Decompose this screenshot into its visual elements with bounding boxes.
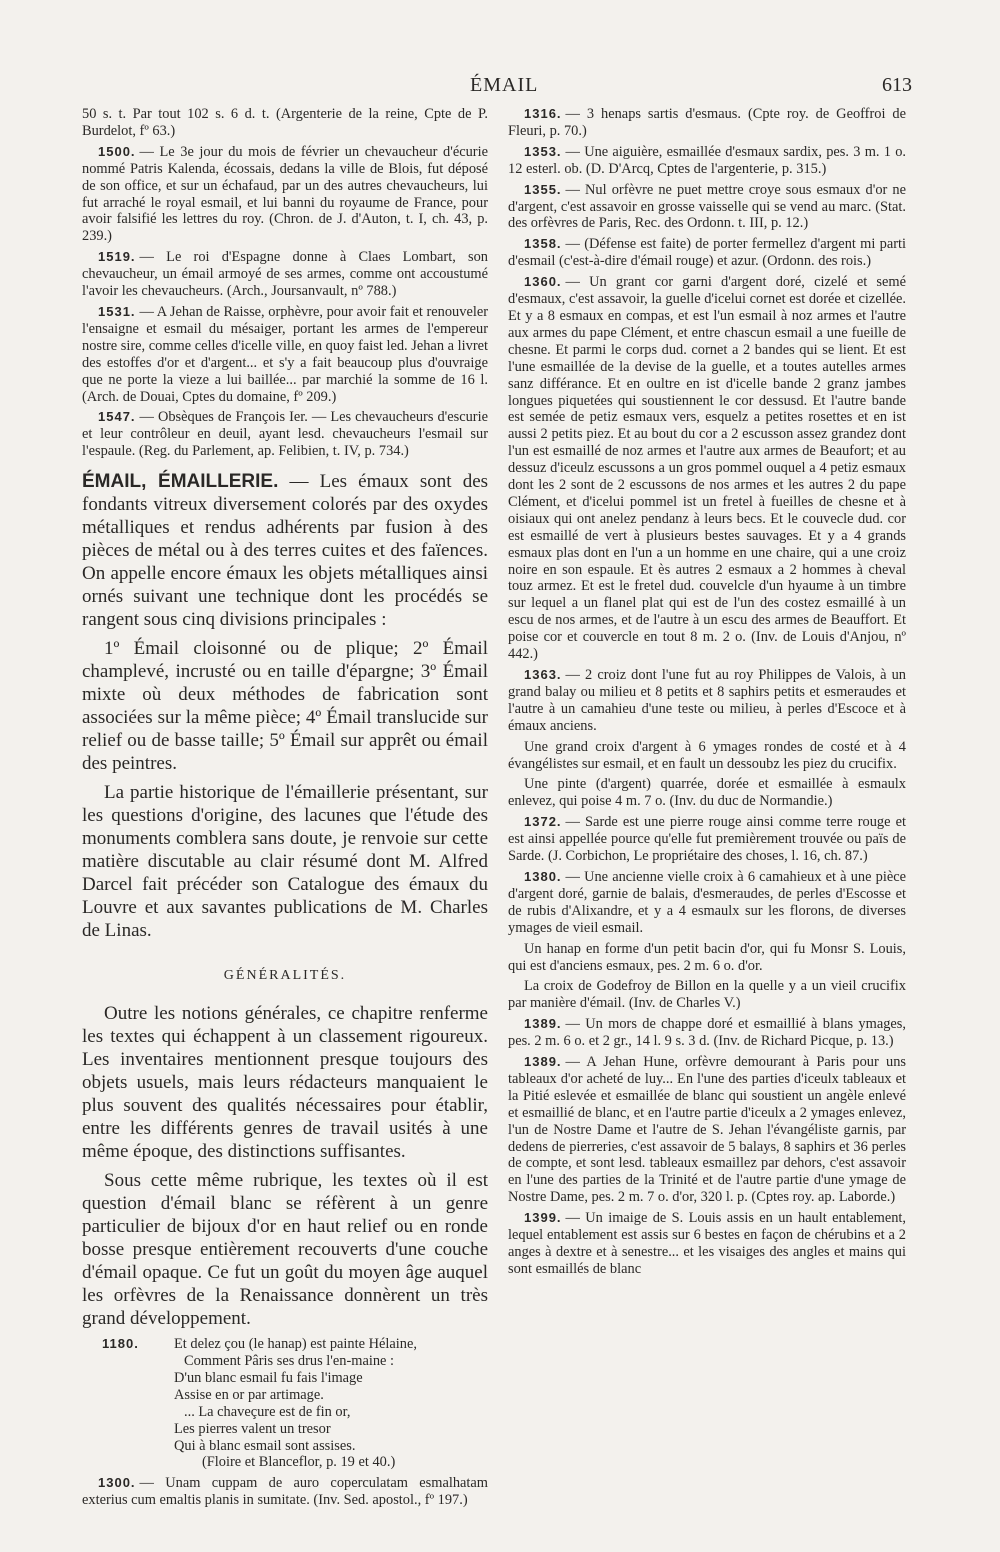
entry-1363-item: Une grand croix d'argent à 6 ymages rondes de costé et à 4 évangélistes sur esmail, et en fault un dessoubz les piez du crucifix. [508,738,906,772]
page-number: 613 [882,74,912,96]
poem-line: ... La chaveçure est de fin or, [184,1403,351,1420]
entry-text: — Obsèques de François Ier. — Les chevaucheurs d'escurie et leur contrôleur en deuil, ayant lesd. chevaucheurs l'esmail sur l'espaule. (Reg. du Parlement, ap. Felibien, t. IV, p. 734.) [82,409,488,460]
entry-year: 1372. [524,814,562,830]
entry-year: 1363. [524,667,562,682]
article-intro [82,470,488,631]
entry-text: — Un grant cor garni d'argent doré, cizelé et semé d'esmaux, c'est assavoir, la guelle d'icelui cornet est dorée et cizellée. Et y a 8 esmaux en compas, et est l'un esmail à noz armes et l'autre aux armes du pape Clément, et entre chascun esmail a une fueille de chesne. Et parmi le corps dud. cornet a 2 bandes qui se lient. Et est l'une esmaillée de la devise de la guelle, et a toutes autelles armes sanz différance. Et en oultre en ist d'icelle bande 2 granz jambes longues piquetées qui soustiennent le cor dessusd. Et l'autre bande est semée de petiz esmaux vers, esquelz a petites rosettes et en ist aussi 2 petits piez. Et au bout du cor a 2 escusson assez grandez dont l'un est esmaillé de noz armes et l'autre aux armes de Beaufort; et au dessuz d'iceulz escussons a un gros pommel ouquel a 4 petiz esmaux dont les 2 sont de 2 escussons de nos armes et les autres 2 du pape Clément, et d'icelui pommel ist un fretel à fueilles de chesne et à oisiaux qui ont anelez pendanz à leurs becs. Et le couvecle dud. cor est esmaillé de vert à plusieurs bestes sauvages. Et y a 4 grands esmaux plas dont en l'un a un homme en une chaire, qui a une croiz noire en son espaule. Et ès autres 2 esmaux a 2 hommes à cheval touz armez. Et est le fretel dud. couvelcle d'un hyaume à un timbre sur lequel a un flanel plat qui est de l'un des costez esmaillé à un escu de nos armes, et de l'autre à un escu des armes de Beauffort. Et poise cor et couvercle en tout 8 m. 2 o. (Inv. de Louis d'Anjou, nº 442.) [508,274,906,663]
entry-1363 [508,667,906,735]
entry-text: — A Jehan Hune, orfèvre demourant à Paris pour uns tableaux d'or acheté de luy... En l'une des parties d'iceulx tableaux et la Pitié eslevée et esmaillée de blanc qui soustient un angèle enlevé et esmaillié de blanc, et en l'autre partie d'iceulx a 2 ymages enlevez, l'un de Nostre Dame et l'autre de S. Jehan l'évangéliste garnis, par dedens de pierreries, c'est assavoir de 5 balays, 8 saphirs et 36 perles de compte, et sont lesd. tableaux esmaillez par dehors, c'est assavoir en l'une des parties de la Trinité et de l'autre partie d'une ymage de Nostre Dame, pes. 2 m. 7 o. d'or, 320 l. p. (Cptes roy. ap. Laborde.) [508,1054,906,1206]
page-header [0,70,1000,100]
entry-1399 [508,1210,906,1278]
section-heading: GÉNÉRALITÉS. [223,968,347,984]
entry-year: 1358. [524,236,562,252]
entry-text: — Nul orfèvre ne puet mettre croye sous esmaux d'or ne d'argent, c'est assavoir en grosse vaisselle qui se vend au marc. (Stat. des orfèvres de Paris, Rec. des Ordonn. t. III, p. 12.) [508,181,906,232]
entry-1500 [82,144,488,245]
entry-year: 1519. [98,249,136,265]
left-column [82,106,488,1513]
entry-1372 [508,814,906,865]
poem-line: D'un blanc esmail fu fais l'image [174,1369,363,1386]
entry-year: 1380. [524,868,562,884]
poem-line: Comment Pâris ses drus l'en-maine : [184,1353,395,1370]
entry-text: — 3 henaps sartis d'esmaus. (Cpte roy. de Geoffroi de Fleuri, p. 70.) [508,106,906,139]
entry-1380 [508,869,906,937]
entry-1355 [508,182,906,233]
entry-year: 1547. [98,409,136,425]
entry-1353 [508,144,906,178]
entry-text: — Le 3e jour du mois de février un chevaucheur d'écurie nommé Patris Kalenda, écossais, dedans la ville de Blois, fut déposé de son office, et sur un échafaud, par un des autres chevaucheurs, lui fut arraché le royal esmail, et lui banni du royaume de France, pour avoir falsifié les lettres du roy. (Chron. de J. d'Auton, t. I, ch. 43, p. 239.) [82,143,488,245]
entry-text: — Une ancienne vielle croix à 6 camahieux et à une pièce d'argent doré, garnie de balais, d'esmeraudes, de perles d'Escosse et de rubis d'Alixandre, et y a 4 esmaulx sur les florons, de diverses ymages de vieil esmail. [508,868,906,936]
entry-1380-item: Un hanap en forme d'un petit bacin d'or, qui fu Monsr S. Louis, qui est d'anciens esmaux, pes. 2 m. 6 o. d'or. [508,940,906,974]
article-text: — Les émaux sont des fondants vitreux diversement colorés par des oxydes métalliques et rendus adhérents par fusion à des pièces de métal ou à des terres cuites et des faïences. On appelle encore émaux les objets métalliques ainsi ornés suivant une technique dont les procédés se rangent sous cinq divisions principales : [82,471,489,631]
running-title: ÉMAIL [470,74,539,96]
entry-year: 1300. [98,1475,136,1491]
entry-year: 1360. [524,274,562,290]
entry-text: — Sarde est une pierre rouge ainsi comme terre rouge et est ainsi appellée pource qu'elle fut premièrement trouvée ou païs de Sarde. (J. Corbichon, Le propriétaire des choses, l. 16, ch. 87.) [508,814,906,865]
entry-1360 [508,274,906,663]
entry-text: — Une aiguière, esmaillée d'esmaux sardix, pes. 3 m. 1 o. 12 esterl. ob. (D. D'Arcq, Cptes de l'argenterie, p. 315.) [508,143,906,177]
entry-text: — (Défense est faite) de porter fermellez d'argent mi parti d'esmail (c'est-à-dire d'émail rouge) et azur. (Ordonn. des rois.) [508,236,906,270]
entry-year: 1180. [102,1336,139,1352]
entry-1380-item: La croix de Godefroy de Billon en la quelle y a un vieil crucifix par manière d'émail. (Inv. de Charles V.) [508,978,906,1012]
entry-text: — Le roi d'Espagne donne à Claes Lombart, son chevaucheur, un émail armoyé de ses armes, comme ont accoustumé l'avoir les chevaucheurs. (Arch., Joursanvault, nº 788.) [82,249,488,300]
entry-1519 [82,249,488,300]
entry-year: 1500. [98,143,136,159]
entry-1389a [508,1016,906,1050]
entry-1363-item: Une pinte (d'argent) quarrée, dorée et esmaillée à esmaulx enlevez, qui poise 4 m. 7 o. (Inv. du duc de Normandie.) [508,776,906,810]
entry-year: 1316. [524,106,562,121]
entry-1316 [508,106,906,140]
entry-text: — Un mors de chappe doré et esmaillié à blans ymages, pes. 2 m. 6 o. et 2 gr., 14 l. 9 s. 3 d. (Inv. de Richard Picque, p. 13.) [508,1016,906,1050]
generalites-paragraph: Outre les notions générales, ce chapitre renferme les textes qui échappent à un classement rigoureux. Les inventaires mentionnent presque toujours des objets usuels, mais leurs rédacteurs manquaient le plus souvent des qualités nécessaires pour établir, entre les différents genres de travail usités à une même époque, des distinctions suffisantes. [82,1003,488,1163]
entry-year: 1355. [524,181,562,197]
poem-line: Qui à blanc esmail sont assises. [174,1437,356,1454]
entry-text: — Unam cuppam de auro coperculatam esmalhatam exterius cum emaltis planis in sumitate. (Inv. Sed. apostol., fº 197.) [82,1475,488,1509]
article-paragraph: 1º Émail cloisonné ou de plique; 2º Émail champlevé, incrusté ou en taille d'épargne; 3º Émail mixte où deux méthodes de fabrication sont associées sur la même pièce; 4º Émail translucide sur relief ou de basse taille; 5º Émail sur apprêt ou émail des peintres. [82,638,488,775]
entry-text: — A Jehan de Raisse, orphèvre, pour avoir fait et renouveler l'ensaigne et esmail du mésaiger, portant les armes de l'empereur nostre sire, comme celles d'icelle ville, en quoy faist led. Jehan a livret des estoffes d'or et d'argent... et s'y a fait beaucoup plus d'ouvraige que ne porte la vieze a lui baillée... par marchié la somme de 16 l. (Arch. de Douai, Cptes du domaine, fº 209.) [82,303,489,405]
entry-text: 50 s. t. Par tout 102 s. 6 d. t. (Argenterie de la reine, Cpte de P. Burdelot, fº 63.) [82,106,488,139]
poem-line: Et delez çou (le hanap) est painte Hélaine, [174,1336,417,1353]
entry-year: 1389. [524,1054,562,1070]
article-heading: ÉMAIL, ÉMAILLERIE. [82,471,279,493]
poem-source: (Floire et Blanceflor, p. 19 et 40.) [202,1454,396,1471]
entry-year: 1531. [98,303,136,319]
right-column [508,106,906,1282]
entry-continuation [82,106,488,140]
entry-1389b [508,1054,906,1206]
entry-text: — Un imaige de S. Louis assis en un hault entablement, lequel entablement est assis sur 6 bestes en façon de chérubins et a 2 anges à dextre et à senestre... et les visaiges des angles et mains qui sont esmaillés de blanc [508,1210,906,1277]
poem-1180 [82,1336,488,1471]
article-paragraph: La partie historique de l'émaillerie présentant, sur les questions d'origine, des lacunes que l'étude des monuments comblera sans doute, je renvoie sur cette matière discutable au clair résumé dont M. Alfred Darcel fait précéder son Catalogue des émaux du Louvre et aux savantes publications de M. Charles de Linas. [82,782,488,942]
entry-1531 [82,304,488,405]
entry-text: — 2 croiz dont l'une fut au roy Philippes de Valois, à un grand balay ou milieu et 8 petits et 8 saphirs petits et esmeraudes et l'autre à un camahieu d'une teste ou milieu, à perles d'Escoce et à émaux anciens. [508,667,906,734]
entry-1547 [82,409,488,460]
poem-line: Assise en or par artimage. [174,1386,324,1403]
entry-year: 1389. [524,1016,562,1032]
poem-line: Les pierres valent un tresor [174,1420,331,1437]
generalites-paragraph: Sous cette même rubrique, les textes où il est question d'émail blanc se réfèrent à un genre particulier de bijoux d'or en haut relief ou en ronde bosse presque entièrement recouverts d'une couche d'émail opaque. Ce fut un goût du moyen âge auquel les orfèvres de la Renaissance donnèrent un très grand développement. [82,1170,488,1330]
entry-year: 1353. [524,143,562,159]
entry-1300 [82,1475,488,1509]
entry-year: 1399. [524,1210,562,1226]
entry-1358 [508,236,906,270]
